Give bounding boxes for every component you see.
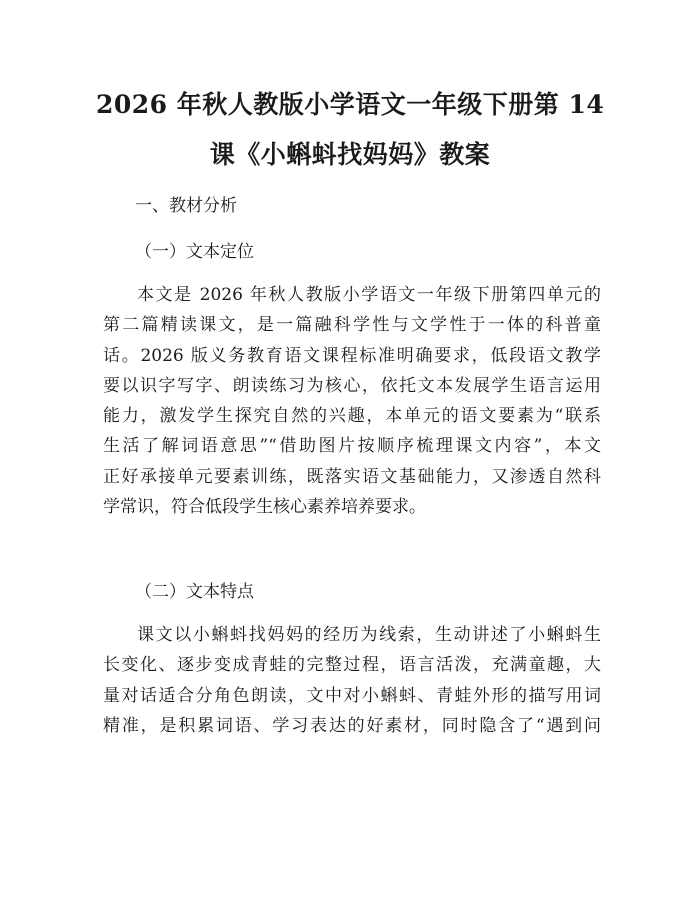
sub-heading-text-features: （二）文本特点: [135, 582, 254, 602]
paragraph-line: 长变化、逐步变成青蛙的完整过程，语言活泼，充满童趣，大: [103, 655, 601, 676]
document-title-line-2: 课《小蝌蚪找妈妈》教案: [209, 140, 491, 169]
paragraph-line: 课文以小蝌蚪找妈妈的经历为线索，生动讲述了小蝌蚪生: [137, 625, 601, 645]
sub-heading-text-positioning: （一）文本定位: [135, 242, 254, 262]
document-title-line-1: 2026 年秋人教版小学语文一年级下册第 14: [96, 90, 605, 119]
paragraph-line: 要以识字写字、朗读练习为核心，依托文本发展学生语言运用: [103, 375, 601, 396]
paragraph-line: 精准，是积累词语、学习表达的好素材，同时隐含了“遇到问: [103, 715, 601, 736]
paragraph-line: 本文是 2026 年秋人教版小学语文一年级下册第四单元的: [137, 285, 601, 305]
paragraph-text-positioning: [103, 280, 601, 522]
paragraph-line: 话。2026 版义务教育语文课程标准明确要求，低段语文教学: [103, 345, 601, 366]
paragraph-text-features: [103, 620, 601, 741]
paragraph-line: 第二篇精读课文，是一篇融科学性与文学性于一体的科普童: [103, 315, 601, 336]
paragraph-line: 量对话适合分角色朗读，文中对小蝌蚪、青蛙外形的描写用词: [103, 685, 601, 706]
section-heading-teaching-material-analysis: 一、教材分析: [135, 196, 237, 216]
paragraph-line: 能力，激发学生探究自然的兴趣，本单元的语文要素为“联系: [103, 406, 601, 427]
paragraph-line: 生活了解词语意思”“借助图片按顺序梳理课文内容”，本文: [103, 436, 601, 457]
paragraph-line: 正好承接单元要素训练，既落实语文基础能力，又渗透自然科: [103, 466, 601, 487]
paragraph-line: 学常识，符合低段学生核心素养培养要求。: [103, 497, 426, 518]
